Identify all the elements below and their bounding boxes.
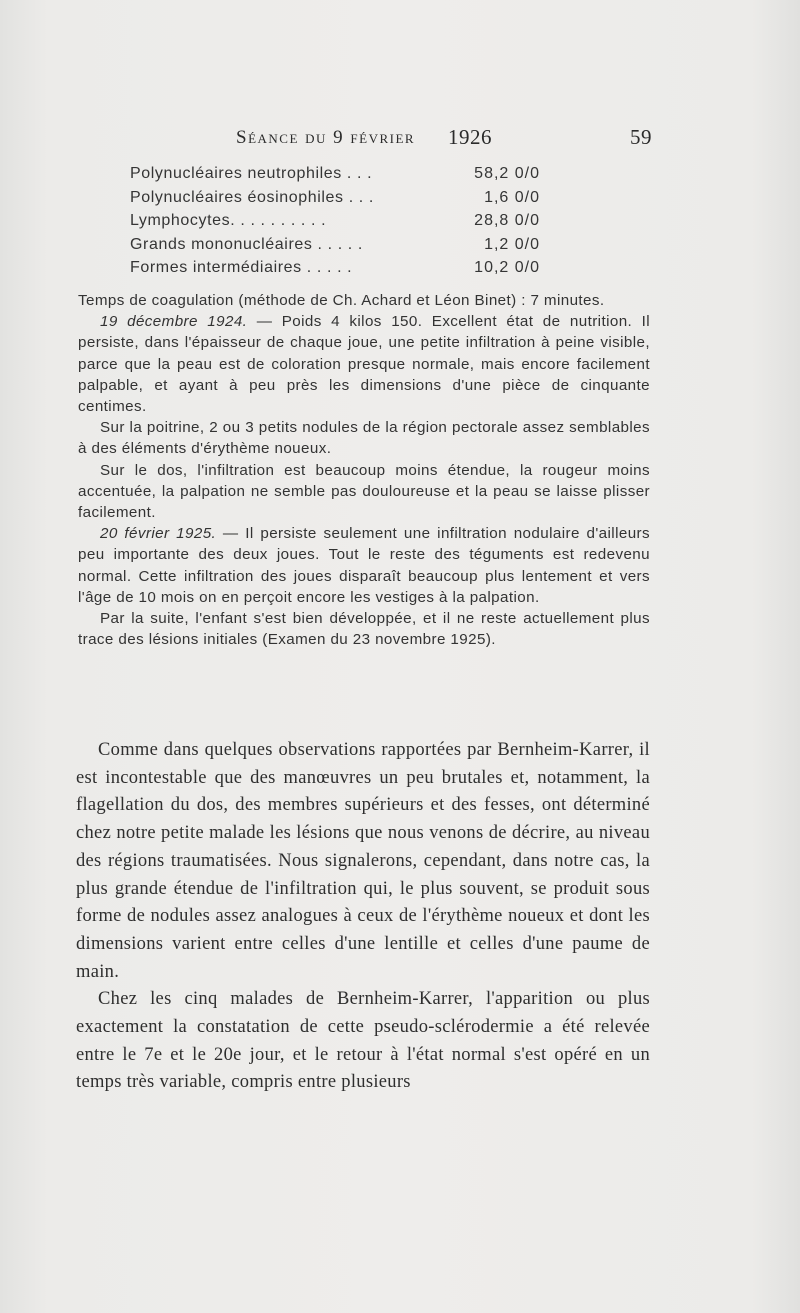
body-text [76, 737, 650, 1097]
stat-label: Lymphocytes. . . . . . . . . . [130, 212, 327, 229]
page-number: 59 [630, 125, 652, 149]
table-row [130, 256, 550, 280]
stat-value: 1,2 0/0 [484, 235, 540, 253]
chest-paragraph: Sur la poitrine, 2 ou 3 petits nodules de la région pectorale assez semblables à des éléments d'érythème noueux. [78, 419, 650, 458]
table-row [130, 233, 550, 257]
stat-label: Polynucléaires neutrophiles . . . [130, 165, 373, 182]
entry-december-1924 [78, 311, 650, 417]
table-row [130, 162, 550, 186]
stat-label: Grands mononucléaires . . . . . [130, 235, 363, 253]
case-notes [78, 290, 650, 650]
entry-text: — Il persiste seulement une infiltration nodulaire d'ailleurs peu importante des deux joues. Tout le reste des téguments est redevenu normal. Cette infiltration des joues disparaît beaucoup plus lentement et vers l'âge de 10 mois on en perçoit encore les vestiges à la palpation. [78, 525, 650, 606]
running-header [236, 125, 656, 155]
entry-date: 20 février 1925. [100, 525, 217, 543]
stat-label: Polynucléaires éosinophiles . . . [130, 188, 374, 206]
followup-paragraph: Par la suite, l'enfant s'est bien développée, et il ne reste actuellement plus trace des lésions initiales (Examen du 23 novembre 1925). [78, 610, 650, 649]
entry-text: — Poids 4 kilos 150. Excellent état de nutrition. Il persiste, dans l'épaisseur de chaque joue, une petite infiltration à peine visible, parce que la peau est de coloration presque normale, mais encore facilement palpable, et ayant à peu près les dimensions d'une pièce de cinquante centimes. [78, 313, 650, 416]
back-paragraph: Sur le dos, l'infiltration est beaucoup moins étendue, la rougeur moins accentuée, la palpation ne semble pas douloureuse et la peau se laisse plisser facilement. [78, 461, 650, 522]
table-row [130, 209, 550, 233]
blood-count-table [130, 162, 550, 280]
table-row [130, 186, 550, 210]
onset-paragraph: Chez les cinq malades de Bernheim-Karrer, l'apparition ou plus exactement la constatation de cette pseudo-sclérodermie a été relevée entre le 7e et le 20e jour, et le retour à l'état normal s'est opéré en un temps très variable, compris entre plusieurs [76, 989, 650, 1093]
header-year: 1926 [448, 125, 492, 149]
entry-date: 19 décembre 1924. [100, 313, 248, 331]
stat-value: 58,2 0/0 [474, 165, 540, 182]
stat-value: 28,8 0/0 [474, 212, 540, 229]
entry-february-1925 [78, 523, 650, 608]
stat-value: 10,2 0/0 [474, 259, 540, 276]
stat-label: Formes intermédiaires . . . . . [130, 259, 353, 276]
stat-value: 1,6 0/0 [484, 188, 540, 206]
coagulation-paragraph: Temps de coagulation (méthode de Ch. Achard et Léon Binet) : 7 minutes. [78, 292, 605, 309]
discussion-paragraph: Comme dans quelques observations rapportées par Bernheim-Karrer, il est incontestable que des manœuvres un peu brutales et, notamment, la flagellation du dos, des membres supérieurs et des fesses, ont déterminé chez notre petite malade les lésions que nous venons de décrire, au niveau des régions traumatisées. Nous signalerons, cependant, dans notre cas, la plus grande étendue de l'infiltration qui, le plus souvent, se produit sous forme de nodules assez analogues à ceux de l'érythème noueux et dont les dimensions varient entre celles d'une lentille et celles d'une paume de main. [76, 740, 650, 982]
header-title: Séance du 9 février [236, 127, 416, 148]
